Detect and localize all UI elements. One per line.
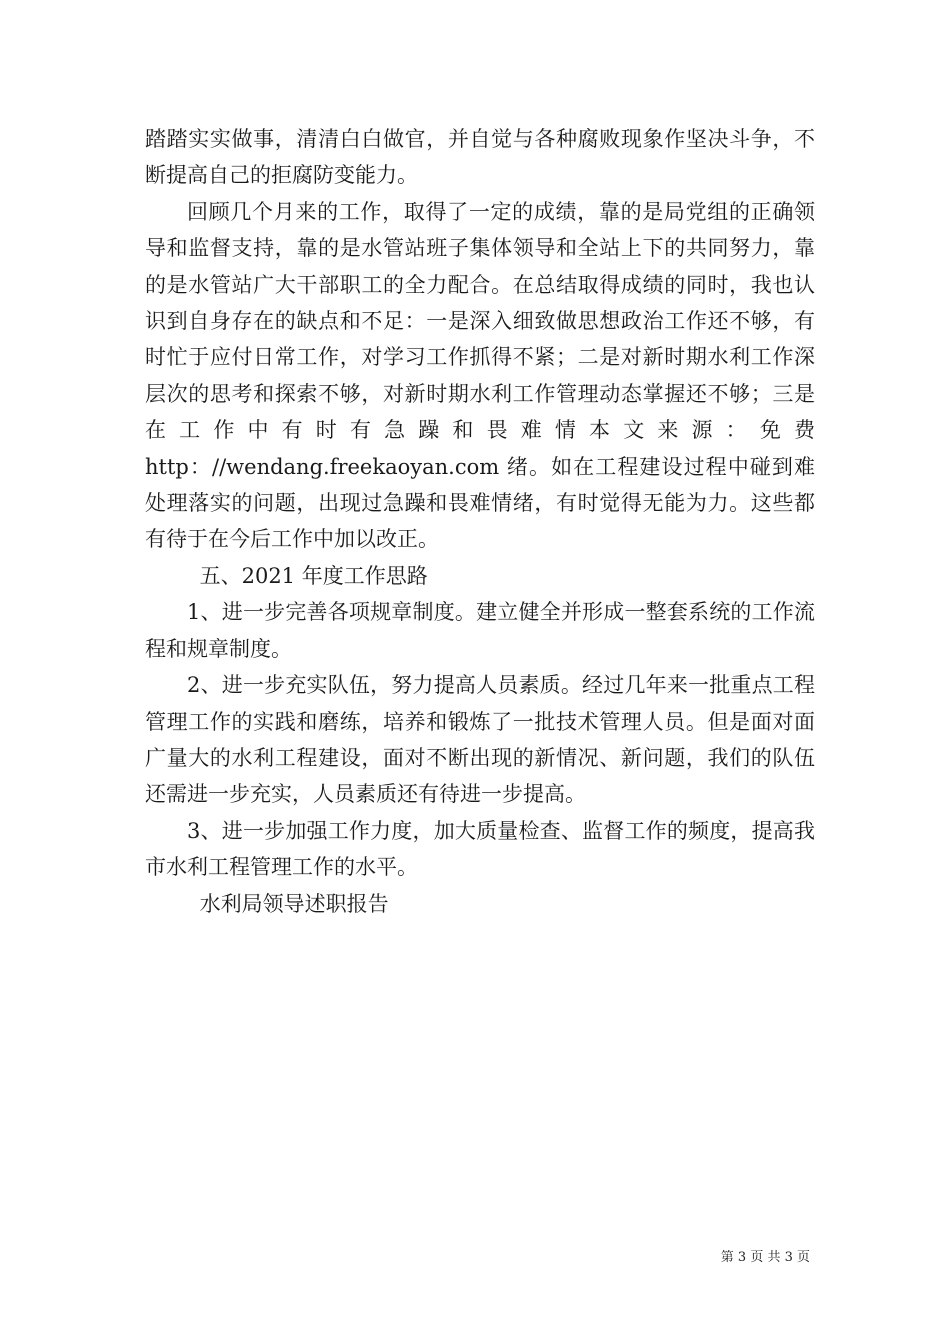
- paragraph-item-3: 3、进一步加强工作力度，加大质量检查、监督工作的频度，提高我市水利工程管理工作的水平。: [145, 818, 815, 880]
- paragraph-item-1: 1、进一步完善各项规章制度。建立健全并形成一整套系统的工作流程和规章制度。: [145, 600, 815, 661]
- paragraph-2: 回顾几个月来的工作，取得了一定的成绩，靠的是局党组的正确领导和监督支持，靠的是水管站班子集体领导和全站上下的共同努力，靠的是水管站广大干部职工的全力配合。在总结取得成绩的同时，我也认识到自身存在的缺点和不足：一是深入细致做思想政治工作还不够，有时忙于应付日常工作，对学习工作抓得不紧；二是对新时期水利工作深层次的思考和探索不够，对新时期水利工作管理动态掌握还不够；三是在工作中有时有急躁和畏难情本文来源：免费 http：//wendang.freekaoyan.com 绪。如在工程建设过程中碰到难处理落实的问题，出现过急躁和畏难情绪，有时觉得无能为力。这些都有待于在今后工作中加以改正。: [145, 199, 815, 552]
- paragraph-1: 踏踏实实做事，清清白白做官，并自觉与各种腐败现象作坚决斗争，不断提高自己的拒腐防变能力。: [145, 127, 815, 188]
- paragraph-item-2: 2、进一步充实队伍，努力提高人员素质。经过几年来一批重点工程管理工作的实践和磨练，培养和锻炼了一批技术管理人员。但是面对面广量大的水利工程建设，面对不断出现的新情况、新问题，我们的队伍还需进一步充实，人员素质还有待进一步提高。: [145, 673, 815, 807]
- page-number-footer: 第 3 页 共 3 页: [720, 1250, 810, 1265]
- document-body: [145, 121, 815, 922]
- report-title-line: 水利局领导述职报告: [199, 891, 389, 916]
- section-heading: 五、2021 年度工作思路: [199, 563, 428, 588]
